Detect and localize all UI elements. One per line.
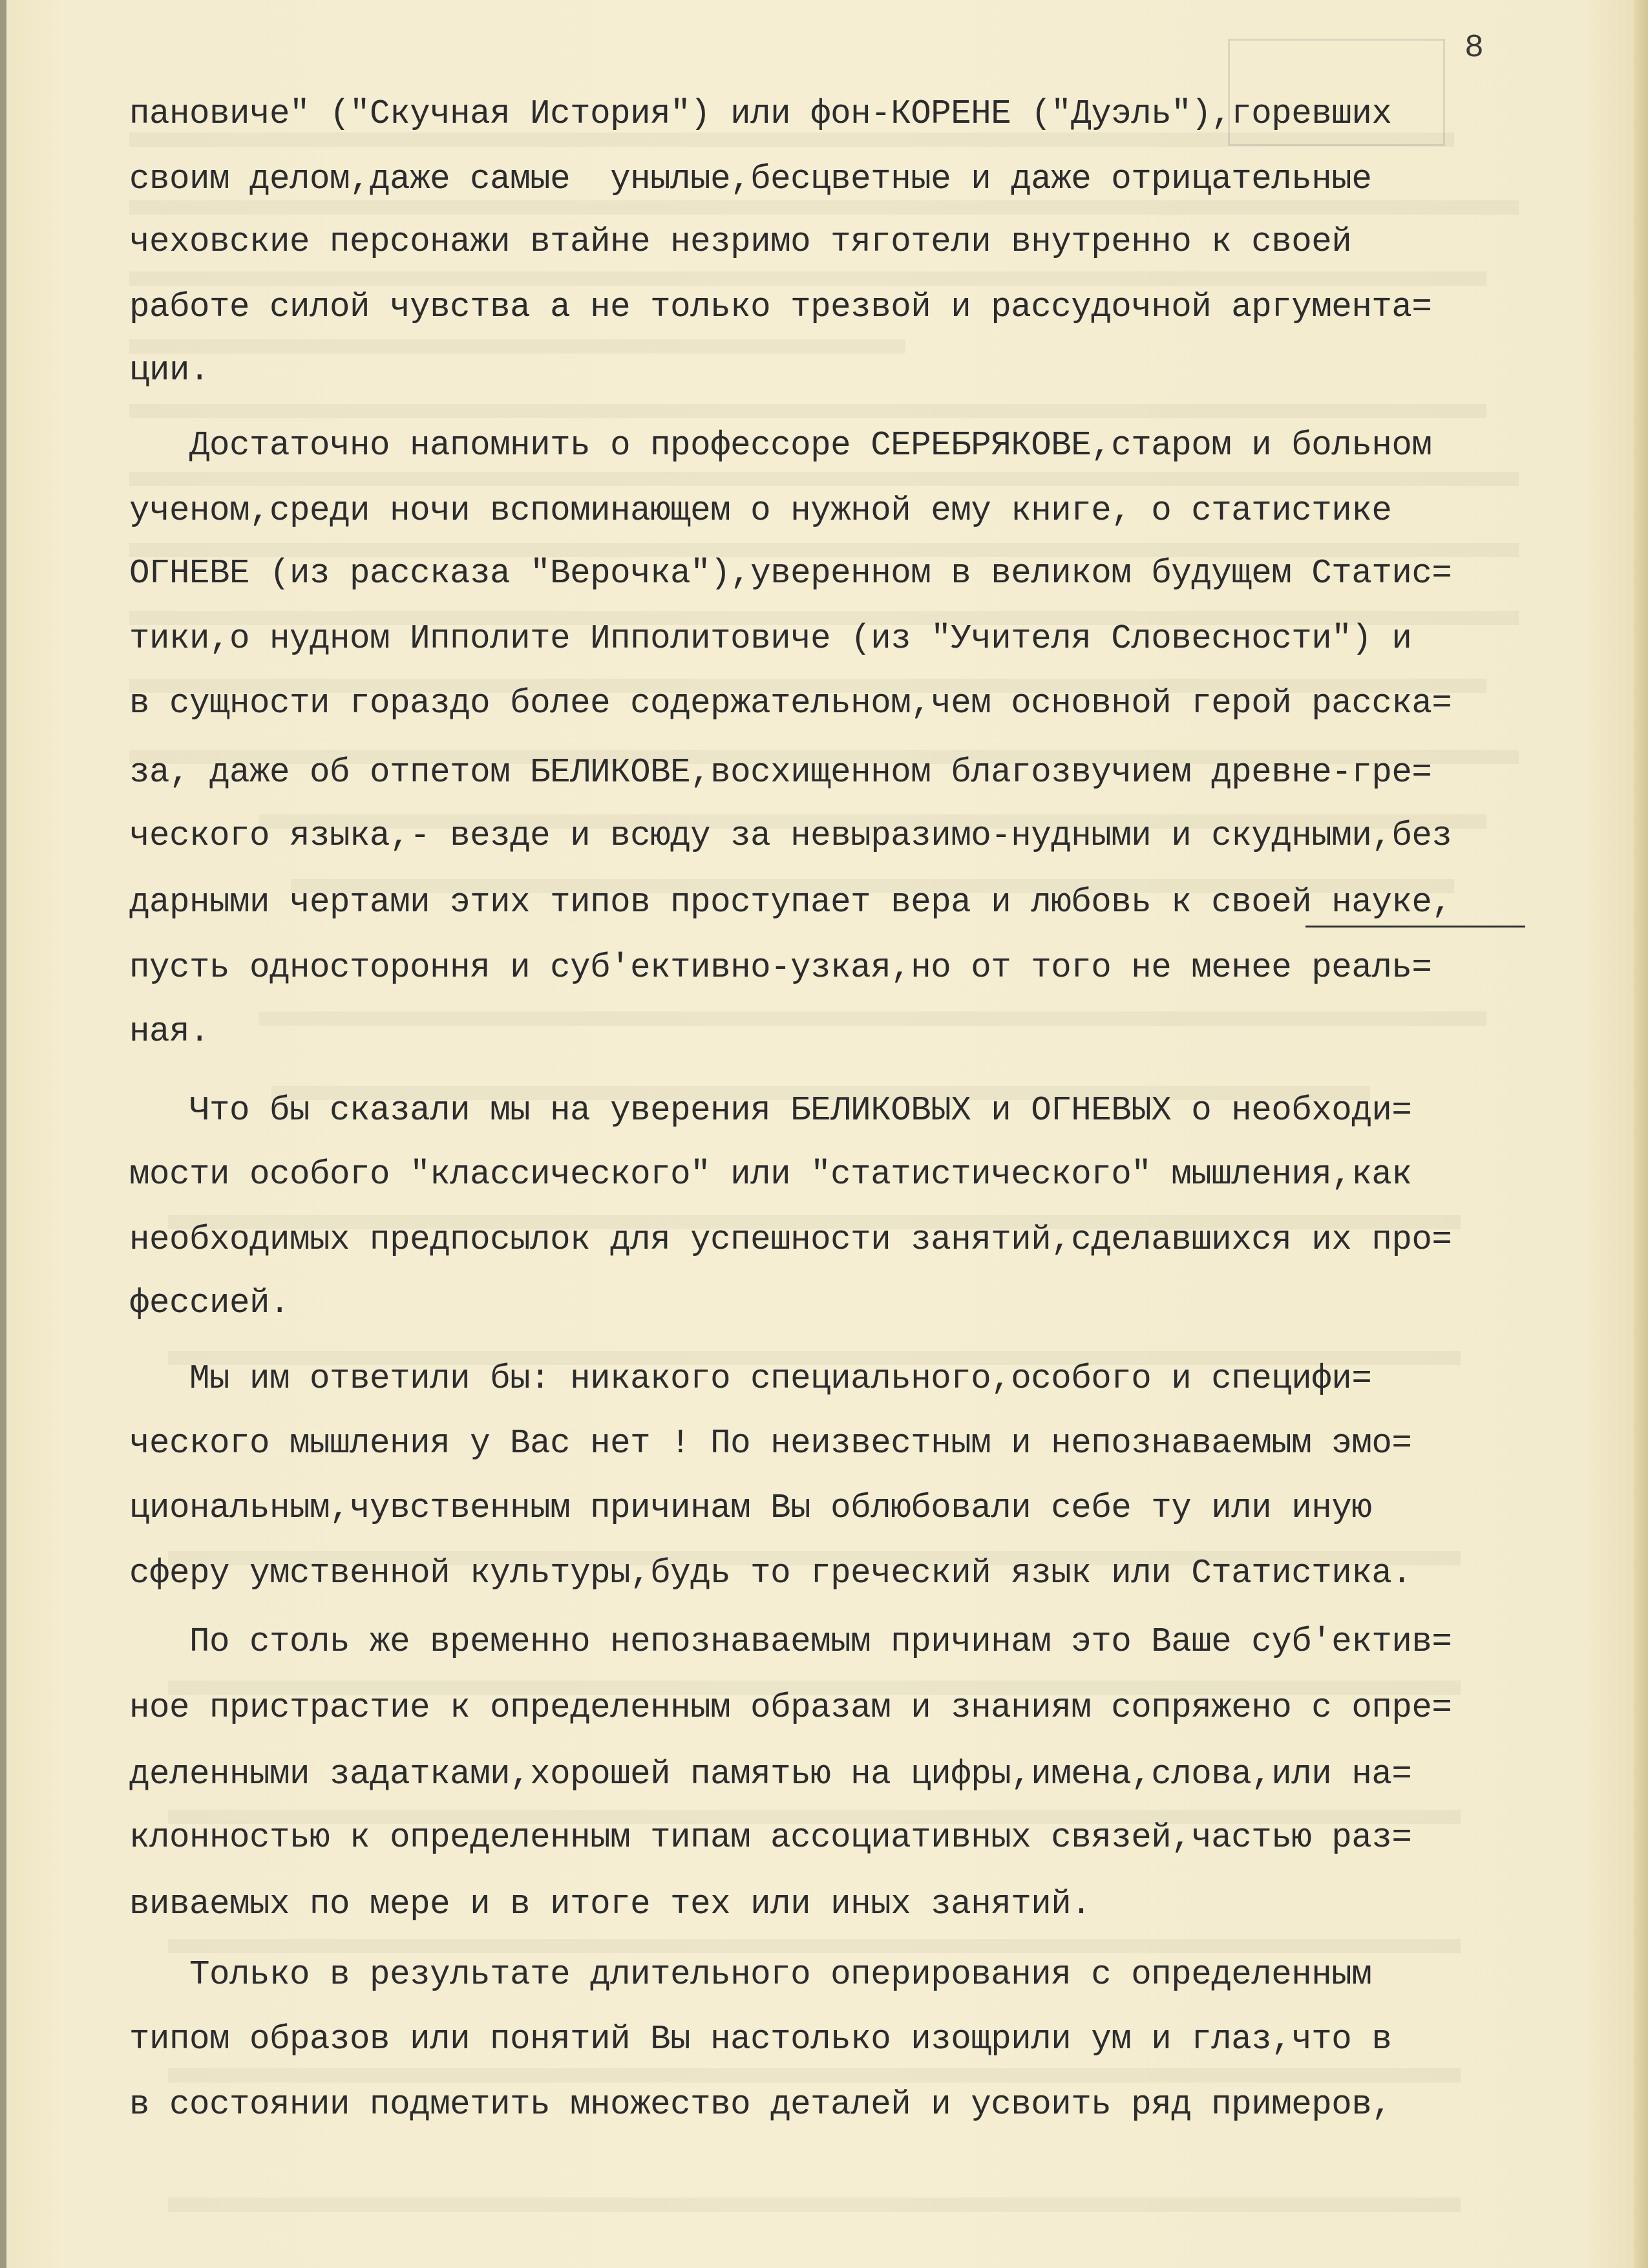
text-line: ученом,среди ночи вспоминающем о нужной ему книге, о статистике (129, 491, 1392, 530)
text-line: за, даже об отпетом БЕЛИКОВЕ,восхищенном благозвучием древне-гре= (129, 753, 1432, 792)
handwritten-underline (1305, 926, 1525, 927)
text-line: своим делом,даже самые унылые,бесцветные и даже отрицательные (129, 160, 1372, 198)
text-line: Что бы сказали мы на уверения БЕЛИКОВЫХ и ОГНЕВЫХ о необходи= (129, 1091, 1412, 1130)
text-line: в состоянии подметить множество деталей и усвоить ряд примеров, (129, 2085, 1392, 2124)
text-line: клонностью к определенным типам ассоциативных связей,частью раз= (129, 1818, 1412, 1857)
text-line: ческого языка,- везде и всюду за невыразимо-нудными и скудными,без (129, 816, 1452, 855)
text-line: пусть одностороння и суб'ективно-узкая,но от того не менее реаль= (129, 948, 1432, 987)
text-line: По столь же временно непознаваемым причинам это Ваше суб'ектив= (129, 1622, 1452, 1661)
text-line: сферу умственной культуры,будь то греческий язык или Статистика. (129, 1554, 1412, 1593)
text-line: Достаточно напомнить о профессоре СЕРЕБРЯКОВЕ,старом и больном (129, 426, 1432, 465)
text-line: мости особого "классического" или "статистического" мышления,как (129, 1155, 1412, 1194)
text-line: ОГНЕВЕ (из рассказа "Верочка"),уверенном в великом будущем Статис= (129, 554, 1452, 593)
text-line: пановиче" ("Скучная История") или фон-КОРЕНЕ ("Дуэль"),горевших (129, 94, 1392, 133)
text-line: ное пристрастие к определенным образам и знаниям сопряжено с опре= (129, 1688, 1452, 1727)
text-line: ческого мышления у Вас нет ! По неизвестным и непознаваемым эмо= (129, 1424, 1412, 1463)
text-line: типом образов или понятий Вы настолько изощрили ум и глаз,что в (129, 2020, 1392, 2059)
text-line: деленными задатками,хорошей памятью на цифры,имена,слова,или на= (129, 1755, 1412, 1794)
text-line: чеховские персонажи втайне незримо тяготели внутренно к своей (129, 222, 1352, 261)
text-line: дарными чертами этих типов проступает вера и любовь к своей науке, (129, 883, 1452, 922)
text-line: тики,о нудном Ипполите Ипполитовиче (из "Учителя Словесности") и (129, 619, 1412, 658)
text-line: в сущности гораздо более содержательном,чем основной герой расска= (129, 684, 1452, 723)
text-line: виваемых по мере и в итоге тех или иных занятий. (129, 1885, 1092, 1924)
text-line: необходимых предпосылок для успешности занятий,сделавшихся их про= (129, 1220, 1452, 1259)
page-right-edge (1634, 0, 1648, 2268)
page-number: 8 (1464, 30, 1484, 67)
text-line: Только в результате длительного оперирования с определенным (129, 1955, 1372, 1994)
text-line: фессией. (129, 1284, 290, 1322)
page-left-edge (0, 0, 6, 2268)
text-line: ная. (129, 1012, 210, 1051)
text-line: Мы им ответили бы: никакого специального,особого и специфи= (129, 1359, 1372, 1398)
text-line: ции. (129, 351, 210, 390)
text-line: работе силой чувства а не только трезвой и рассудочной аргумента= (129, 288, 1432, 326)
text-line: циональным,чувственным причинам Вы облюбовали себе ту или иную (129, 1489, 1372, 1527)
